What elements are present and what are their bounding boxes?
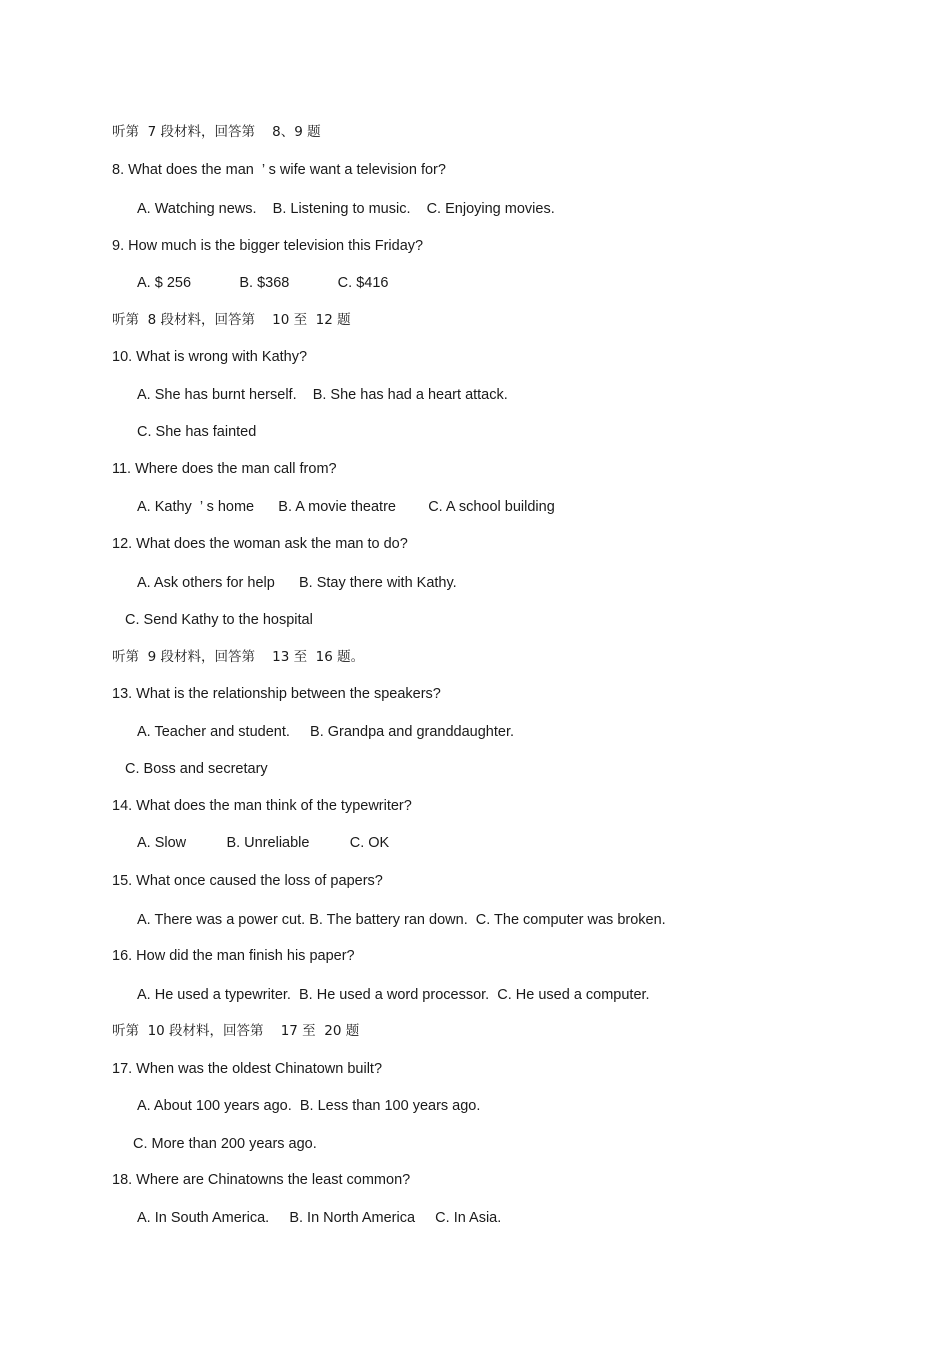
options-18: A. In South America. B. In North America C. In Asia. (137, 1210, 502, 1226)
options-16: A. He used a typewriter. B. He used a word processor. C. He used a computer. (137, 987, 650, 1003)
options-12-c: C. Send Kathy to the hospital (125, 612, 313, 628)
section-heading-7: 听第 7 段材料，回答第 8、9 题 (112, 124, 321, 140)
options-9: A. $ 256 B. $368 C. $416 (137, 275, 389, 291)
question-18: 18. Where are Chinatowns the least common? (112, 1172, 411, 1188)
section-heading-8: 听第 8 段材料，回答第 10 至 12 题 (112, 312, 351, 328)
options-12-ab: A. Ask others for help B. Stay there with Kathy. (137, 575, 457, 591)
question-14: 14. What does the man think of the typewriter? (112, 798, 412, 814)
options-10-ab: A. She has burnt herself. B. She has had a heart attack. (137, 387, 508, 403)
options-17-ab: A. About 100 years ago. B. Less than 100 years ago. (137, 1098, 481, 1114)
question-9: 9. How much is the bigger television this Friday? (112, 238, 424, 254)
options-15: A. There was a power cut. B. The battery ran down. C. The computer was broken. (137, 912, 666, 928)
options-10-c: C. She has fainted (137, 424, 257, 440)
options-13-c: C. Boss and secretary (125, 761, 268, 777)
section-heading-9: 听第 9 段材料，回答第 13 至 16 题。 (112, 649, 365, 665)
question-11: 11. Where does the man call from? (112, 461, 337, 477)
question-16: 16. How did the man finish his paper? (112, 948, 355, 964)
question-17: 17. When was the oldest Chinatown built? (112, 1061, 383, 1077)
options-17-c: C. More than 200 years ago. (133, 1136, 317, 1152)
options-8: A. Watching news. B. Listening to music. C. Enjoying movies. (137, 201, 555, 217)
options-13-ab: A. Teacher and student. B. Grandpa and granddaughter. (137, 724, 514, 740)
question-15: 15. What once caused the loss of papers? (112, 873, 383, 889)
question-13: 13. What is the relationship between the speakers? (112, 686, 441, 702)
section-heading-10: 听第 10 段材料，回答第 17 至 20 题 (112, 1023, 360, 1039)
options-14: A. Slow B. Unreliable C. OK (137, 835, 390, 851)
question-12: 12. What does the woman ask the man to do? (112, 536, 408, 552)
question-10: 10. What is wrong with Kathy? (112, 349, 308, 365)
question-8: 8. What does the man ’ s wife want a television for? (112, 162, 446, 178)
options-11: A. Kathy ’ s home B. A movie theatre C. A school building (137, 499, 555, 515)
